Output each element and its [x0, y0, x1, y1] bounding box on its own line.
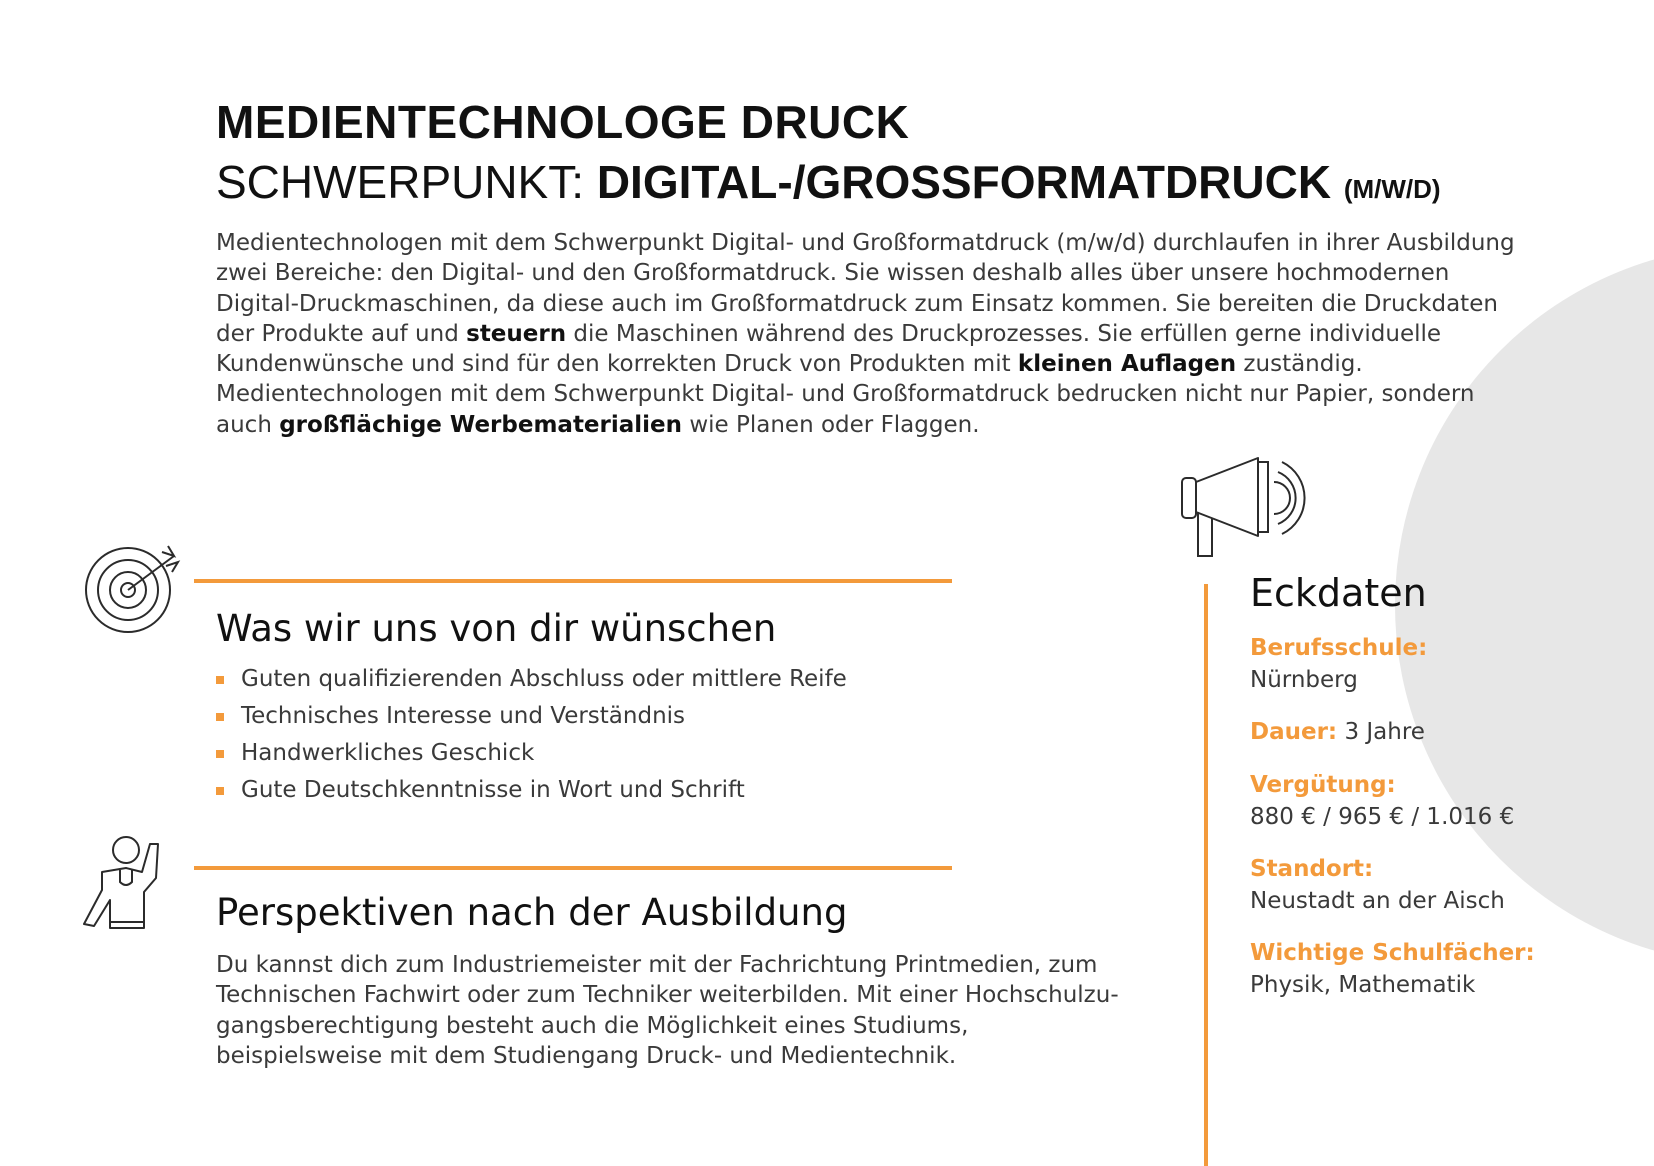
fact-school	[1250, 632, 1427, 696]
intro-emphasis-3: großflächige Werbematerialien	[279, 411, 683, 438]
list-item-text: Technisches Interesse und Verständnis	[241, 703, 686, 729]
perspectives-heading: Perspektiven nach der Ausbildung	[216, 891, 848, 934]
list-item	[216, 735, 847, 772]
intro-text-1: Medientechnologen mit dem Schwerpunkt Digital- und Großformatdruck (m/w/d) durchlaufen in ihrer Ausbildung zwei Bereiche: den Digital- und den Großformatdruck. Sie wissen deshalb alles über unsere hochmodernen Digital-Druckmaschinen, da diese auch im Großformatdruck zum Einsatz kommen. Sie bereiten die Druckdaten der Produkte auf und	[216, 230, 1515, 347]
intro-emphasis-2: kleinen Auflagen	[1017, 351, 1237, 378]
target-icon	[82, 544, 186, 636]
page-title: MEDIENTECHNOLOGE DRUCK	[216, 96, 910, 148]
subtitle-specialization: DIGITAL-/GROSSFORMATDRUCK	[596, 156, 1332, 208]
intro-text-3: zuständig. Medientechnologen mit dem Schwerpunkt Digital- und Großformatdruck bedrucken nicht nur Papier, sondern auch	[216, 351, 1475, 438]
fact-duration	[1250, 716, 1425, 748]
perspectives-divider	[194, 866, 952, 870]
fact-pay-label: Vergütung:	[1250, 772, 1396, 798]
bullet-square	[216, 750, 224, 758]
perspectives-paragraph: Du kannst dich zum Industriemeister mit der Fachrichtung Printmedien, zum Technischen Fachwirt oder zum Techniker weiterbilden. Mit einer Hochschulzugangsberechtigung besteht auch die Möglichkeit eines Studiums, beispielsweise mit dem Studiengang Druck- und Medientechnik.	[216, 952, 1119, 1069]
facts-vertical-rule	[1204, 584, 1208, 1166]
intro-paragraph	[216, 228, 1521, 440]
person-icon	[80, 834, 176, 932]
subtitle-gender-note: (M/W/D)	[1343, 174, 1441, 204]
list-item-text: Gute Deutschkenntnisse in Wort und Schrift	[241, 777, 745, 803]
fact-location	[1250, 853, 1505, 917]
list-item	[216, 661, 847, 698]
intro-emphasis-1: steuern	[466, 320, 567, 347]
fact-subjects	[1250, 937, 1535, 1001]
bullet-square	[216, 713, 224, 721]
fact-pay	[1250, 769, 1514, 833]
fact-subjects-label: Wichtige Schulfächer:	[1250, 940, 1535, 966]
fact-location-value: Neustadt an der Aisch	[1250, 888, 1505, 914]
list-item-text: Guten qualifizierenden Abschluss oder mittlere Reife	[241, 666, 847, 692]
bullet-square	[216, 787, 224, 795]
wishes-divider	[194, 579, 952, 583]
list-item-text: Handwerkliches Geschick	[241, 740, 535, 766]
fact-school-label: Berufsschule:	[1250, 635, 1428, 661]
subtitle-prefix: SCHWERPUNKT:	[216, 156, 597, 208]
wishes-heading: Was wir uns von dir wünschen	[216, 607, 777, 650]
intro-text-2: die Maschinen während des Druckprozesses. Sie erfüllen gerne individuelle Kundenwünsche und sind für den korrekten Druck von Produkten mit	[216, 320, 1442, 378]
fact-subjects-value: Physik, Mathematik	[1250, 972, 1476, 998]
fact-school-value: Nürnberg	[1250, 667, 1358, 693]
intro-text-4: wie Planen oder Flaggen.	[682, 411, 980, 438]
page-subtitle	[216, 156, 1441, 215]
wishes-list	[216, 661, 847, 809]
fact-duration-value: 3 Jahre	[1344, 719, 1425, 745]
fact-pay-value: 880 € / 965 € / 1.016 €	[1250, 804, 1515, 830]
facts-heading: Eckdaten	[1250, 571, 1427, 615]
list-item	[216, 772, 847, 809]
megaphone-icon	[1178, 452, 1312, 564]
list-item	[216, 698, 847, 735]
fact-location-label: Standort:	[1250, 856, 1374, 882]
fact-duration-label: Dauer:	[1250, 719, 1338, 745]
bullet-square	[216, 676, 224, 684]
